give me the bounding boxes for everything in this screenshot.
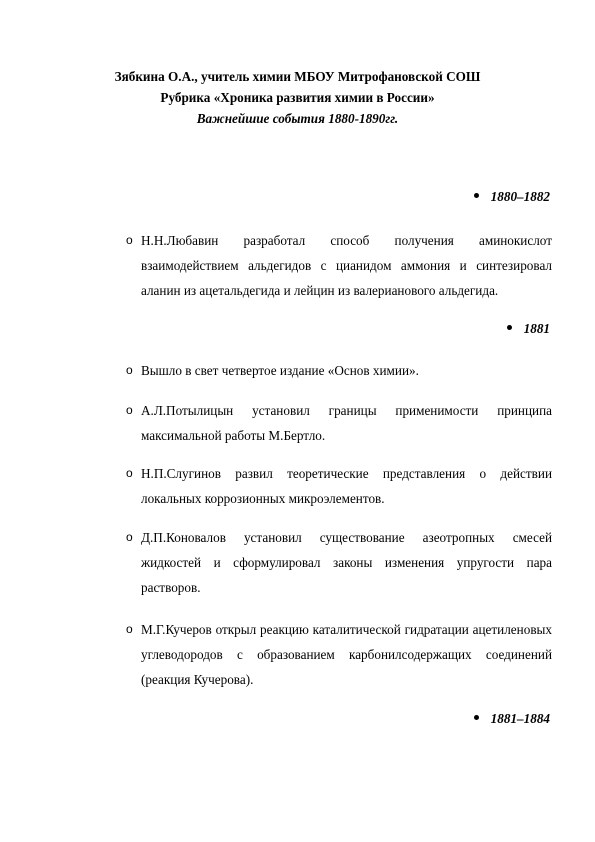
bullet-icon bbox=[474, 715, 479, 720]
list-item-text: Н.Н.Любавин разработал способ получения аминокислот взаимодействием альдегидов с цианидом аммония и синтезировал аланин из ацетальдегида и лейцин из валерианового альдегида. bbox=[141, 233, 552, 298]
list-item bbox=[126, 398, 552, 448]
list-item-text: Н.П.Слугинов развил теоретические представления о действии локальных коррозионных микроэлементов. bbox=[141, 466, 552, 506]
circle-bullet-icon: o bbox=[126, 363, 133, 377]
section-heading-1881 bbox=[507, 320, 550, 338]
rubric-line: Рубрика «Хроника развития химии в России» bbox=[160, 90, 435, 105]
list-item bbox=[126, 525, 552, 600]
list-item bbox=[126, 461, 552, 511]
list-item-text: М.Г.Кучеров открыл реакцию каталитической гидратации ацетиленовых углеводородов с образованием карбонилсодержащих соединений (реакция Кучерова). bbox=[141, 622, 552, 687]
circle-bullet-icon: o bbox=[126, 530, 133, 544]
list-item-text: Вышло в свет четвертое издание «Основ химии». bbox=[141, 363, 419, 378]
document-header bbox=[0, 66, 595, 129]
list-item-text: А.Л.Потылицын установил границы применимости принципа максимальной работы М.Бертло. bbox=[141, 403, 552, 443]
section-heading-1881-1884 bbox=[474, 710, 550, 728]
list-item bbox=[126, 358, 552, 383]
list-item-text: Д.П.Коновалов установил существование азеотропных смесей жидкостей и сформулировал законы изменения упругости пара растворов. bbox=[141, 530, 552, 595]
section-title: 1881–1884 bbox=[490, 711, 550, 726]
circle-bullet-icon: o bbox=[126, 233, 133, 247]
list-item bbox=[126, 228, 552, 303]
bullet-icon bbox=[507, 325, 512, 330]
section-title: 1881 bbox=[523, 321, 550, 336]
subtitle-line: Важнейшие события 1880-1890гг. bbox=[196, 111, 399, 126]
section-title: 1880–1882 bbox=[490, 189, 550, 204]
author-line: Зябкина О.А., учитель химии МБОУ Митрофановской СОШ bbox=[114, 69, 481, 84]
circle-bullet-icon: o bbox=[126, 403, 133, 417]
circle-bullet-icon: o bbox=[126, 622, 133, 636]
list-item bbox=[126, 617, 552, 692]
section-heading-1880-1882 bbox=[474, 188, 550, 206]
bullet-icon bbox=[474, 193, 479, 198]
circle-bullet-icon: o bbox=[126, 466, 133, 480]
